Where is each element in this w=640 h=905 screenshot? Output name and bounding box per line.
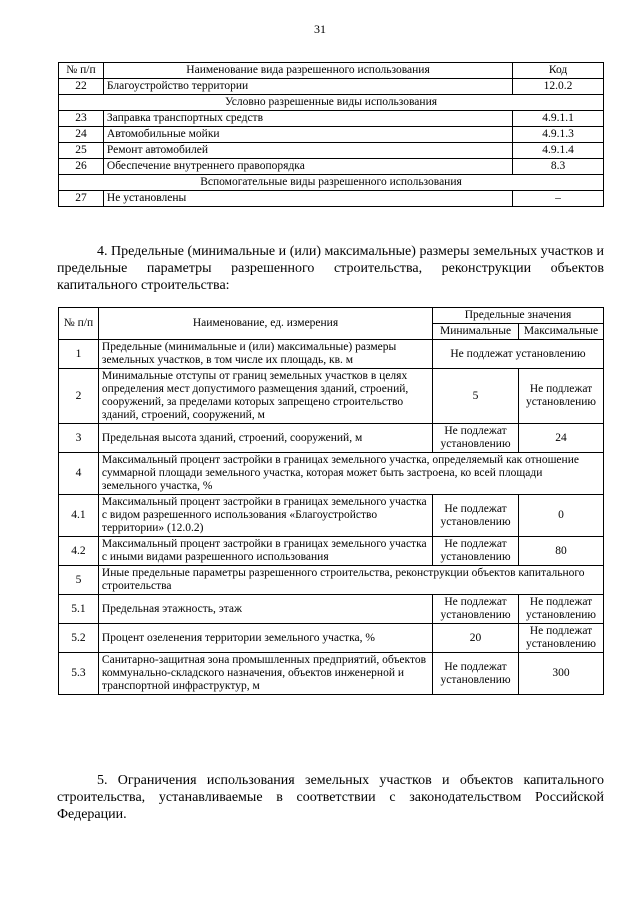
- row-name: Благоустройство территории: [103, 79, 512, 95]
- row-code: 4.9.1.1: [513, 111, 604, 127]
- header-max: Максимальные: [519, 324, 604, 340]
- table-header-row: [59, 308, 604, 324]
- table-row: [59, 143, 604, 159]
- section-label: Условно разрешенные виды использования: [59, 95, 604, 111]
- table-row: [59, 159, 604, 175]
- row-code: 4.9.1.3: [513, 127, 604, 143]
- page-number: 31: [314, 22, 326, 36]
- table-row: [59, 595, 604, 624]
- row-num: 4: [59, 453, 99, 495]
- row-name: Иные предельные параметры разрешенного строительства, реконструкции объектов капитального строительства: [98, 566, 603, 595]
- table-row: [59, 340, 604, 369]
- row-name: Максимальный процент застройки в границах земельного участка с иными видами разрешенного использования: [98, 537, 432, 566]
- table-row: [59, 566, 604, 595]
- row-name: Предельная этажность, этаж: [98, 595, 432, 624]
- row-num: 2: [59, 369, 99, 424]
- row-num: 5.1: [59, 595, 99, 624]
- section-row: [59, 175, 604, 191]
- limits-table: [58, 307, 604, 695]
- header-name: Наименование, ед. измерения: [98, 308, 432, 340]
- table-row: [59, 191, 604, 207]
- row-max: 0: [519, 495, 604, 537]
- section-row: [59, 95, 604, 111]
- row-num: 5: [59, 566, 99, 595]
- table-header-row: [59, 63, 604, 79]
- paragraph-4: 4. Предельные (минимальные и (или) максимальные) размеры земельных участков и предельные параметры разрешенного строительства, реконструкции объектов капитального строительства:: [57, 244, 604, 293]
- table-row: [59, 495, 604, 537]
- row-code: 4.9.1.4: [513, 143, 604, 159]
- table-row: [59, 111, 604, 127]
- row-max: Не подлежат установлению: [519, 595, 604, 624]
- table-row: [59, 424, 604, 453]
- row-num: 3: [59, 424, 99, 453]
- header-min: Минимальные: [433, 324, 519, 340]
- row-min: 20: [433, 624, 519, 653]
- row-num: 5.2: [59, 624, 99, 653]
- row-name: Предельные (минимальные и (или) максимальные) размеры земельных участков, в том числе их площадь, кв. м: [98, 340, 432, 369]
- table-row: [59, 624, 604, 653]
- row-name: Максимальный процент застройки в границах земельного участка с видом разрешенного использования «Благоустройство территории» (12.0.2): [98, 495, 432, 537]
- row-code: –: [513, 191, 604, 207]
- header-use-name: Наименование вида разрешенного использования: [103, 63, 512, 79]
- row-name: Минимальные отступы от границ земельных участков в целях определения мест допустимого размещения зданий, строений, сооружений, за пределами которых запрещено строительство зданий, строений, сооружений, м: [98, 369, 432, 424]
- row-num: 26: [59, 159, 104, 175]
- paragraph-5: 5. Ограничения использования земельных участков и объектов капитального строительства, устанавливаемые в соответствии с законодательством Российской Федерации.: [57, 773, 604, 822]
- row-name: Процент озеленения территории земельного участка, %: [98, 624, 432, 653]
- row-name: Предельная высота зданий, строений, сооружений, м: [98, 424, 432, 453]
- header-num: № п/п: [59, 308, 99, 340]
- row-code: 8.3: [513, 159, 604, 175]
- row-min: Не подлежат установлению: [433, 537, 519, 566]
- row-name: Не установлены: [103, 191, 512, 207]
- row-max: Не подлежат установлению: [519, 369, 604, 424]
- row-min: 5: [433, 369, 519, 424]
- permitted-use-table: [58, 62, 604, 207]
- row-value-merged: Не подлежат установлению: [433, 340, 604, 369]
- row-name: Обеспечение внутреннего правопорядка: [103, 159, 512, 175]
- row-code: 12.0.2: [513, 79, 604, 95]
- row-name: Автомобильные мойки: [103, 127, 512, 143]
- row-min: Не подлежат установлению: [433, 495, 519, 537]
- row-num: 4.2: [59, 537, 99, 566]
- row-max: 300: [519, 653, 604, 695]
- row-name: Ремонт автомобилей: [103, 143, 512, 159]
- table-row: [59, 453, 604, 495]
- table-row: [59, 537, 604, 566]
- row-num: 5.3: [59, 653, 99, 695]
- row-num: 25: [59, 143, 104, 159]
- row-max: 24: [519, 424, 604, 453]
- row-min: Не подлежат установлению: [433, 595, 519, 624]
- row-num: 23: [59, 111, 104, 127]
- row-name: Максимальный процент застройки в границах земельного участка, определяемый как отношение суммарной площади земельного участка, которая может быть застроена, ко всей площади земельного участка, %: [98, 453, 603, 495]
- row-min: Не подлежат установлению: [433, 424, 519, 453]
- header-limits: Предельные значения: [433, 308, 604, 324]
- row-num: 22: [59, 79, 104, 95]
- header-num: № п/п: [59, 63, 104, 79]
- row-name: Санитарно-защитная зона промышленных предприятий, объектов коммунально-складского назначения, объектов инженерной и транспортной инфраструктур, м: [98, 653, 432, 695]
- table-row: [59, 79, 604, 95]
- row-name: Заправка транспортных средств: [103, 111, 512, 127]
- row-num: 24: [59, 127, 104, 143]
- header-code: Код: [513, 63, 604, 79]
- row-min: Не подлежат установлению: [433, 653, 519, 695]
- table-row: [59, 369, 604, 424]
- section-label: Вспомогательные виды разрешенного использования: [59, 175, 604, 191]
- row-num: 4.1: [59, 495, 99, 537]
- row-max: 80: [519, 537, 604, 566]
- row-max: Не подлежат установлению: [519, 624, 604, 653]
- table-row: [59, 653, 604, 695]
- row-num: 1: [59, 340, 99, 369]
- table-row: [59, 127, 604, 143]
- row-num: 27: [59, 191, 104, 207]
